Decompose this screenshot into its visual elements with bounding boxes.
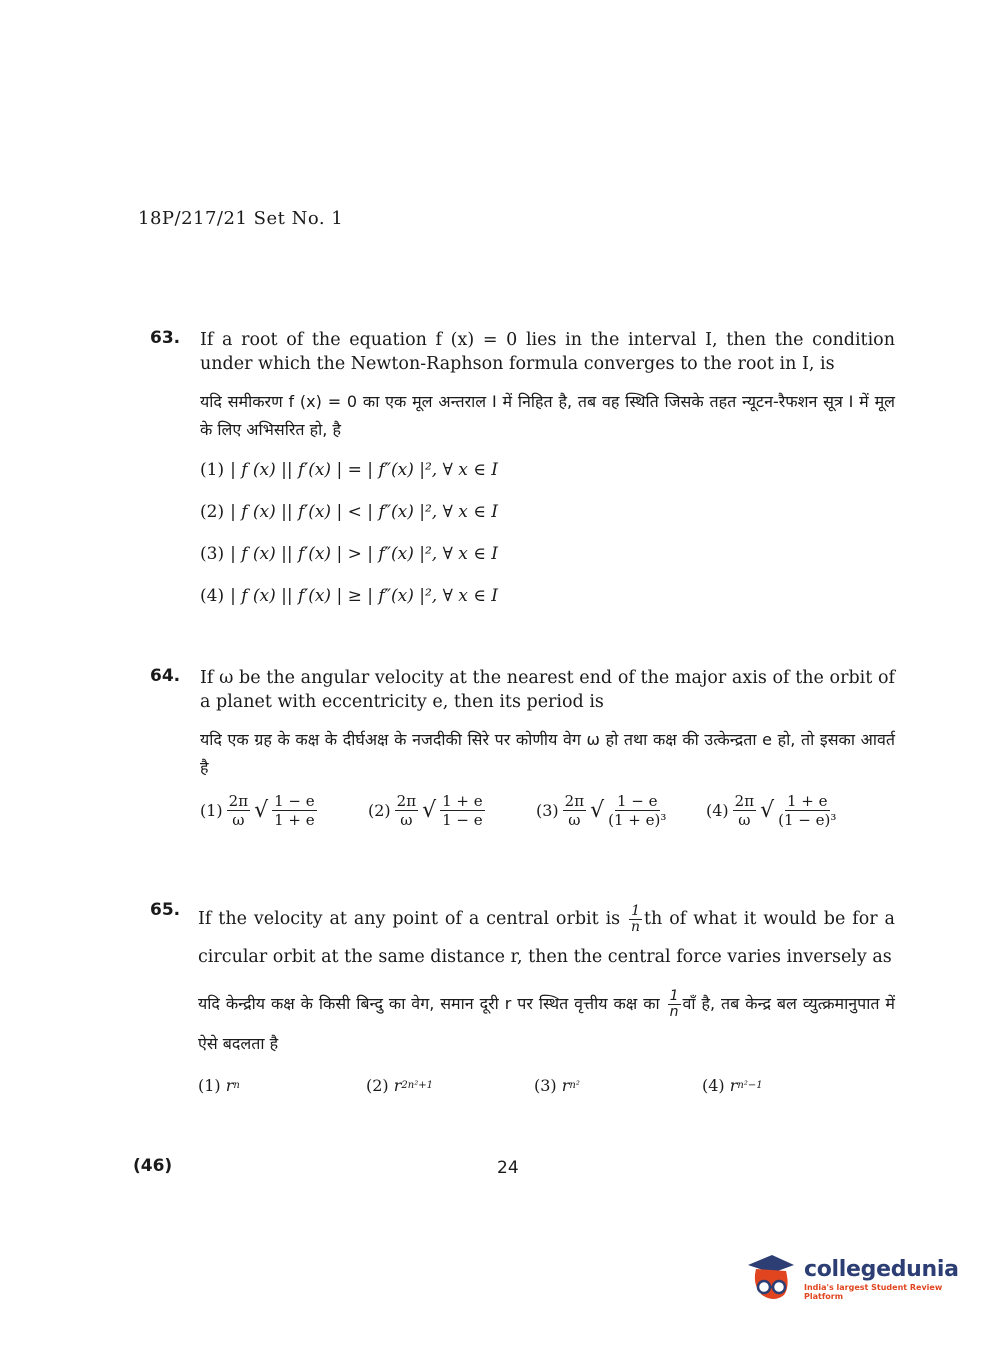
option-1: (1) | f (x) || f′(x) | = | f″(x) |², ∀ x ∈ I (200, 460, 498, 480)
option-2: (2) r 2n²+1 (366, 1076, 433, 1095)
options-row (198, 1076, 895, 1095)
booklet-code: (46) (133, 1156, 173, 1176)
question-text-english: If a root of the equation f (x) = 0 lies in the interval I, then the condition under which the Newton-Raphson formula converges to the root in I, is (200, 330, 895, 374)
question-text-english: If the velocity at any point of a central orbit is $\frac{1}{n}$ th of what it would be for a circular orbit at the same distance r, then the central force varies inversely as (198, 903, 895, 967)
page-number: 24 (497, 1158, 519, 1178)
question-text-english: If ω be the angular velocity at the nearest end of the major axis of the orbit of a planet with eccentricity e, then its period is (200, 668, 895, 712)
question-64 (150, 666, 895, 829)
option-1: (1) r n (198, 1076, 240, 1095)
option-2: (2) $\frac{2\pi}{\omega}$ √ $\frac{1 + e}{1 - e}$ (368, 792, 483, 829)
question-text-hindi: यदि केन्द्रीय कक्ष के किसी बिन्दु का वेग, समान दूरी r पर स्थित वृत्तीय कक्ष का $\frac{1}{n}$ वाँ है, तब केन्द्र बल व्युत्क्रमानुपात में ऐसे बदलता है (198, 988, 895, 1053)
option-2: (2) | f (x) || f′(x) | < | f″(x) |², ∀ x ∈ I (200, 502, 498, 522)
paper-code: 18P/217/21 Set No. 1 (138, 208, 344, 229)
question-65 (150, 900, 895, 1095)
brand-name: collegedunia (804, 1257, 959, 1282)
brand-tagline: India's largest Student Review Platform (804, 1283, 943, 1301)
option-4: (4) $\frac{2\pi}{\omega}$ √ $\frac{1 + e}{\text{(1 − e)³}}$ (706, 792, 837, 829)
question-text-hindi: यदि समीकरण f (x) = 0 का एक मूल अन्तराल I में निहित है, तब वह स्थिति जिसके तहत न्यूटन-रैफशन सूत्र I में मूल के लिए अभिसरित हो, है (200, 392, 895, 439)
options-row (200, 792, 895, 829)
question-text-hindi: यदि एक ग्रह के कक्ष के दीर्घअक्ष के नजदीकी सिरे पर कोणीय वेग ω हो तथा कक्ष की उत्केन्द्रता e हो, तो इसका आवर्त है (200, 730, 895, 777)
option-1: (1) $\frac{2\pi}{\omega}$ √ $\frac{1 - e}{1 + e}$ (200, 792, 315, 829)
option-4: (4) r n²−1 (702, 1076, 763, 1095)
option-4: (4) | f (x) || f′(x) | ≥ | f″(x) |², ∀ x ∈ I (200, 586, 498, 606)
option-3: (3) r n² (534, 1076, 580, 1095)
question-number: 63. (150, 328, 181, 348)
option-3: (3) | f (x) || f′(x) | > | f″(x) |², ∀ x ∈ I (200, 544, 498, 564)
collegedunia-logo (742, 1248, 972, 1310)
mascot-icon (742, 1251, 798, 1307)
question-number: 64. (150, 666, 181, 686)
option-3: (3) $\frac{2\pi}{\omega}$ √ $\frac{1 - e}{\text{(1 + e)³}}$ (536, 792, 667, 829)
question-number: 65. (150, 900, 181, 920)
question-63 (150, 328, 895, 606)
